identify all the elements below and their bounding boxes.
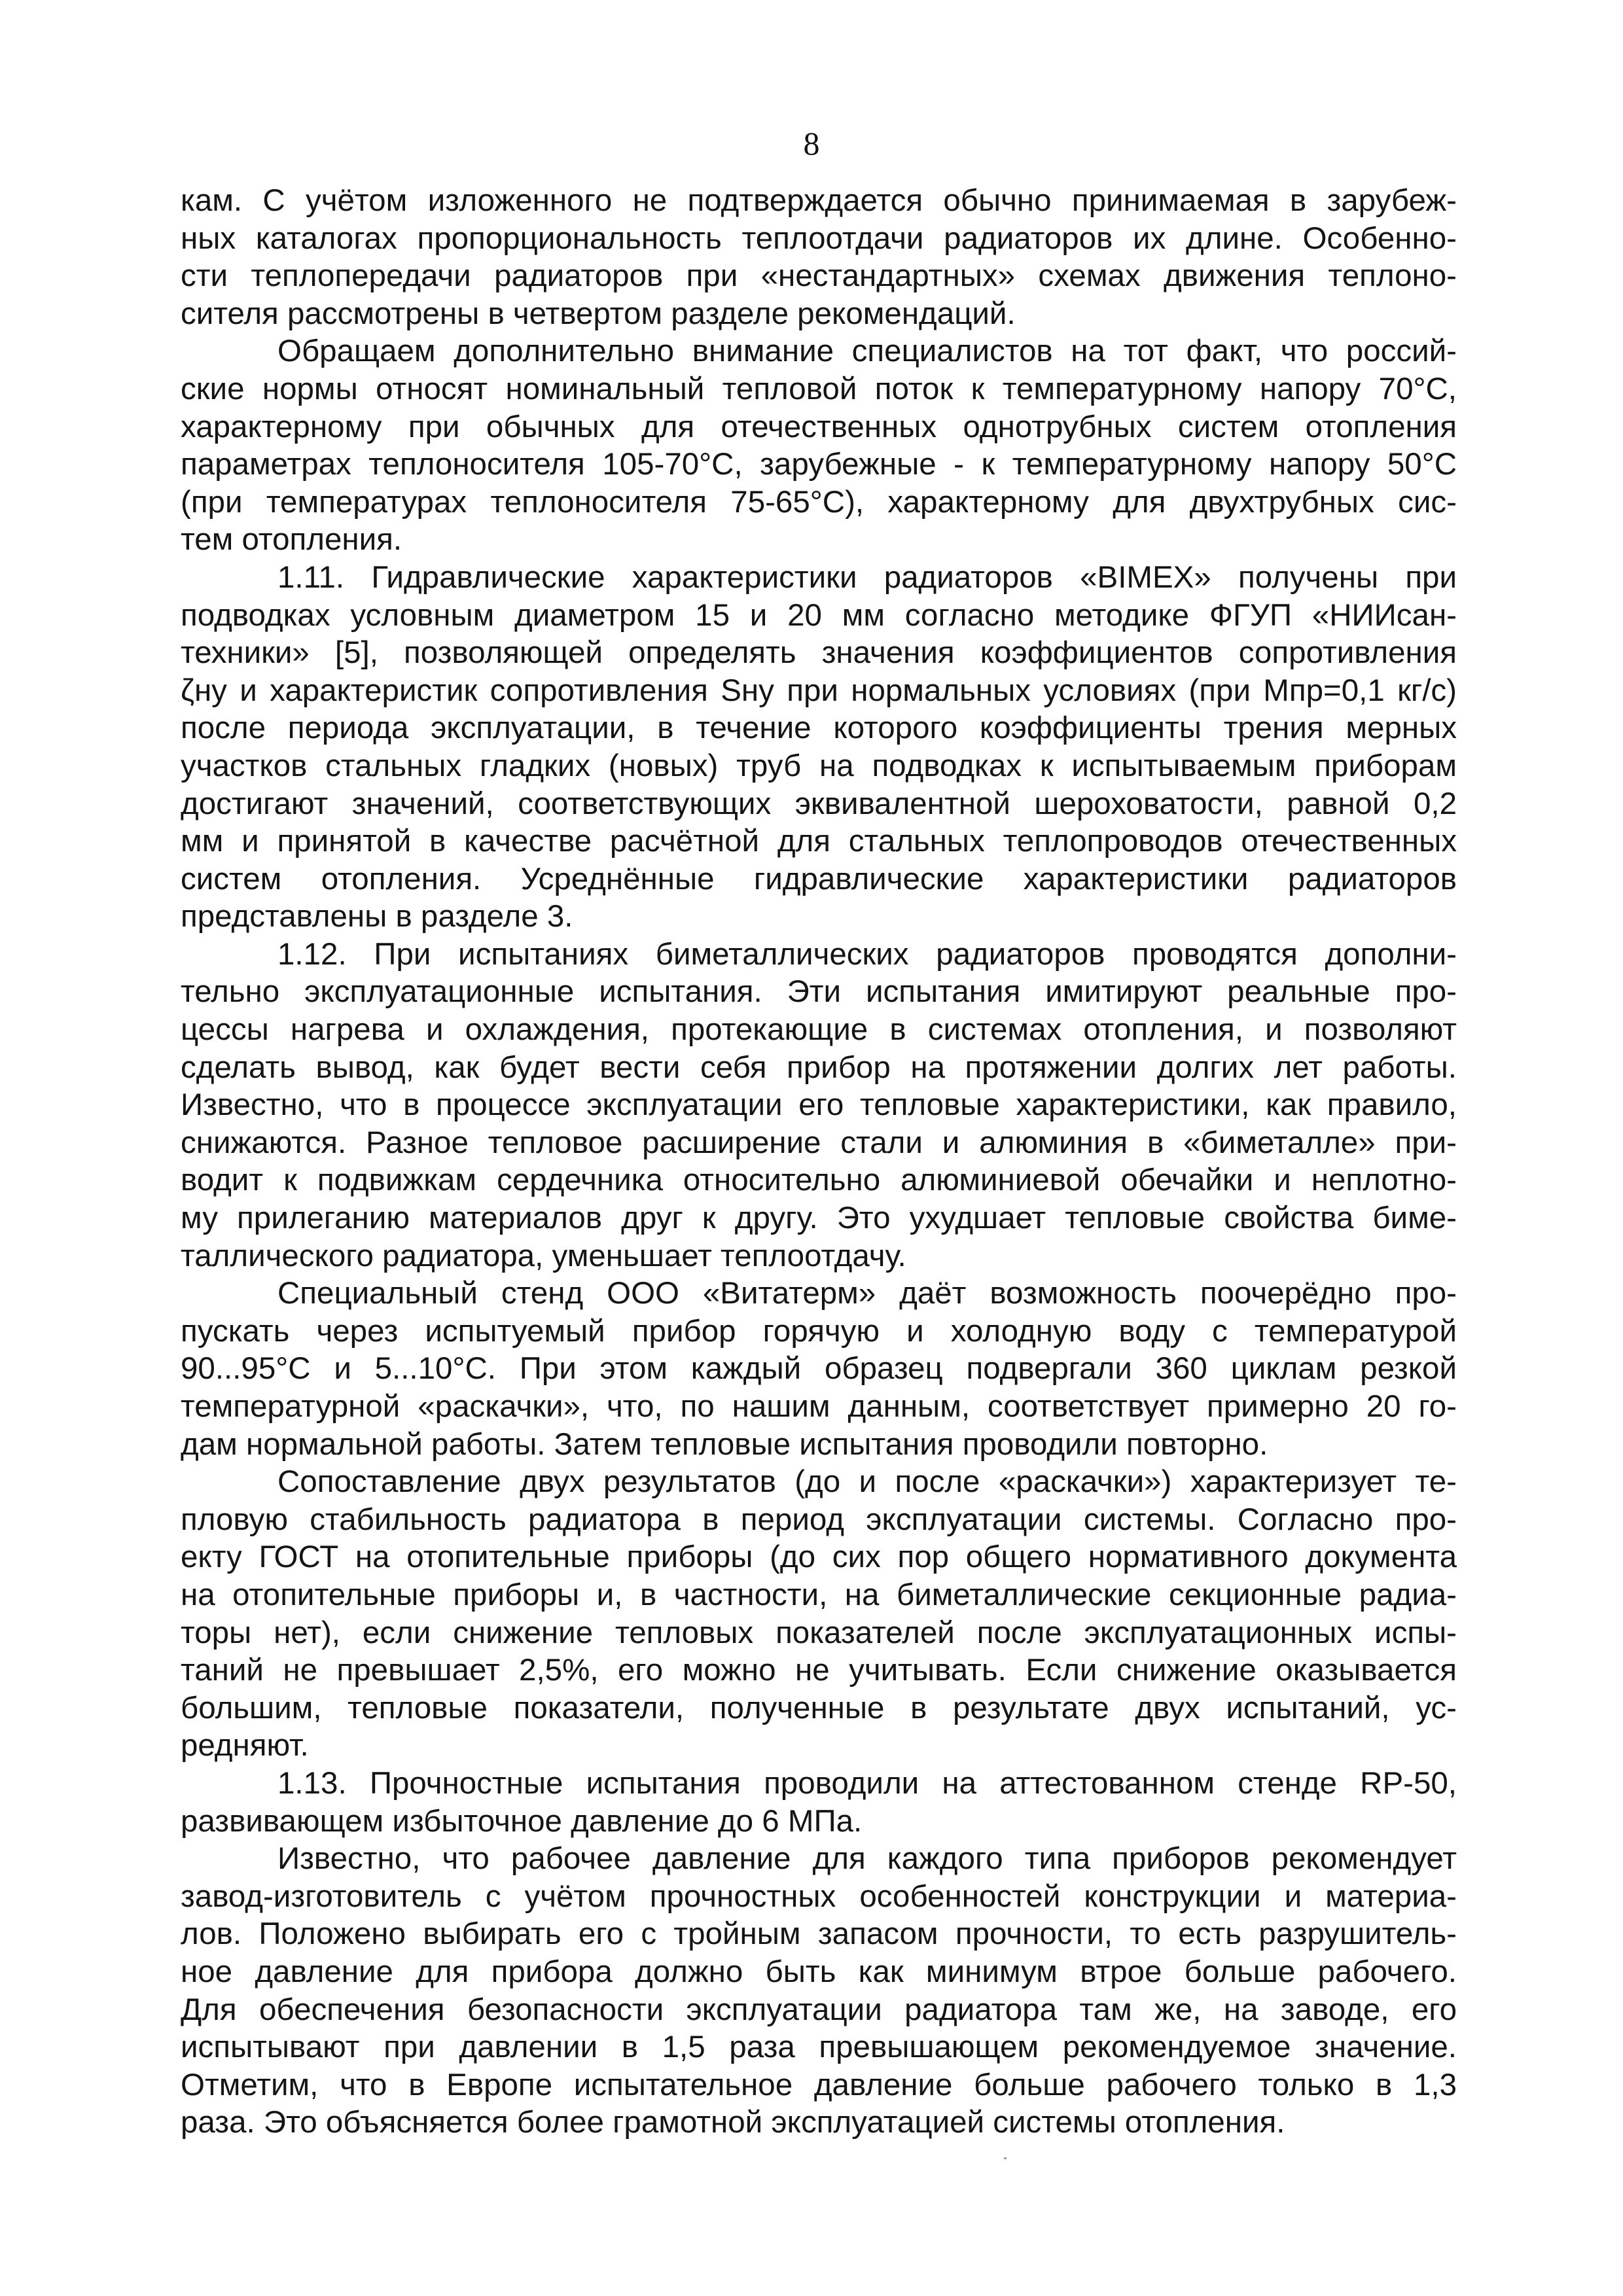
text-line: лов. Положено выбирать его с тройным запасом прочности, то есть разрушитель- [181,1916,1457,1952]
text-line: 1.12. При испытаниях биметаллических радиаторов проводятся дополни- [277,936,1457,972]
paragraph [181,1765,1457,1840]
text-line: развивающем избыточное давление до 6 МПа. [181,1803,863,1839]
text-line: екту ГОСТ на отопительные приборы (до сих пор общего нормативного документа [181,1540,1457,1575]
text-line: ное давление для прибора должно быть как минимум втрое больше рабочего. [181,1954,1457,1989]
text-line: техники» [5], позволяющей определять значения коэффициентов сопротивления [181,635,1457,671]
text-line: ных каталогах пропорциональность теплоотдачи радиаторов их длине. Особенно- [181,221,1457,256]
text-line: (при температурах теплоносителя 75-65°С), характерному для двухтрубных сис- [181,484,1457,520]
paragraph [181,559,1457,936]
text-line: сти теплопередачи радиаторов при «нестандартных» схемах движения теплоно- [181,258,1457,294]
text-line: му прилеганию материалов друг к другу. Это ухудшает тепловые свойства биме- [181,1201,1457,1236]
text-line: дам нормальной работы. Затем тепловые испытания проводили повторно. [181,1426,1268,1462]
text-line: пускать через испытуемый прибор горячую и холодную воду с температурой [181,1313,1457,1349]
paragraph [181,1840,1457,2142]
text-line: снижаются. Разное тепловое расширение стали и алюминия в «биметалле» при- [181,1125,1457,1160]
text-line: 1.11. Гидравлические характеристики радиаторов «BIMEX» получены при [277,559,1457,595]
text-line: раза. Это объясняется более грамотной эксплуатацией системы отопления. [181,2105,1285,2140]
scan-speck [1004,2157,1007,2159]
text-line: Отметим, что в Европе испытательное давление больше рабочего только в 1,3 [181,2067,1457,2102]
paragraph [181,936,1457,1275]
text-line: тельно эксплуатационные испытания. Эти испытания имитируют реальные про- [181,974,1457,1010]
page-number: 8 [803,125,820,162]
text-line: систем отопления. Усреднённые гидравлические характеристики радиаторов [181,861,1457,896]
paragraph [181,1463,1457,1765]
paragraph [181,1275,1457,1463]
text-line: 1.13. Прочностные испытания проводили на аттестованном стенде RP-50, [277,1765,1457,1801]
text-line: торы нет), если снижение тепловых показателей после эксплуатационных испы- [181,1615,1457,1650]
text-line: ζну и характеристик сопротивления Sну при нормальных условиях (при Мпр=0,1 кг/с) [181,673,1457,708]
text-line: большим, тепловые показатели, полученные в результате двух испытаний, ус- [181,1690,1457,1725]
text-line: мм и принятой в качестве расчётной для стальных теплопроводов отечественных [181,824,1457,859]
text-line: после периода эксплуатации, в течение которого коэффициенты трения мерных [181,711,1457,746]
text-line: 90...95°С и 5...10°С. При этом каждый образец подвергали 360 циклам резкой [181,1351,1457,1386]
text-line: кам. С учётом изложенного не подтверждается обычно принимаемая в зарубеж- [181,183,1457,218]
paragraph [181,182,1457,332]
text-line: участков стальных гладких (новых) труб на подводках к испытываемым приборам [181,748,1457,783]
text-line: Сопоставление двух результатов (до и после «раскачки») характеризует те- [277,1464,1457,1500]
text-line: пловую стабильность радиатора в период эксплуатации системы. Согласно про- [181,1502,1457,1537]
text-line: Известно, что рабочее давление для каждого типа приборов рекомендует [277,1841,1457,1877]
text-line: тем отопления. [181,522,402,557]
text-line: на отопительные приборы и, в частности, на биметаллические секционные радиа- [181,1577,1457,1612]
paragraph [181,332,1457,559]
text-line: характерному при обычных для отечественных однотрубных систем отопления [181,409,1457,444]
text-line: Специальный стенд ООО «Витатерм» даёт возможность поочерёдно про- [277,1276,1457,1311]
text-line: параметрах теплоносителя 105-70°С, зарубежные - к температурному напору 50°С [181,447,1457,482]
text-line: подводках условным диаметром 15 и 20 мм согласно методике ФГУП «НИИсан- [181,597,1457,633]
text-line: Известно, что в процессе эксплуатации его тепловые характеристики, как правило, [181,1087,1457,1123]
text-line: сителя рассмотрены в четвертом разделе рекомендаций. [181,296,1016,331]
text-line: таллического радиатора, уменьшает теплоотдачу. [181,1238,906,1273]
text-line: водит к подвижкам сердечника относительно алюминиевой обечайки и неплотно- [181,1163,1457,1198]
text-line: редняют. [181,1728,309,1763]
text-line: цессы нагрева и охлаждения, протекающие в системах отопления, и позволяют [181,1012,1457,1048]
text-line: представлены в разделе 3. [181,899,573,934]
text-line: сделать вывод, как будет вести себя прибор на протяжении долгих лет работы. [181,1050,1457,1085]
text-line: завод-изготовитель с учётом прочностных особенностей конструкции и материа- [181,1879,1457,1914]
text-line: Обращаем дополнительно внимание специалистов на тот факт, что россий- [277,334,1457,369]
text-line: ские нормы относят номинальный тепловой поток к температурному напору 70°С, [181,371,1457,406]
text-line: испытывают при давлении в 1,5 раза превышающем рекомендуемое значение. [181,2030,1457,2065]
text-line: достигают значений, соответствующих эквивалентной шероховатости, равной 0,2 [181,786,1457,821]
body-text [181,182,1457,2142]
text-line: Для обеспечения безопасности эксплуатации радиатора там же, на заводе, его [181,1992,1457,2027]
text-line: температурной «раскачки», что, по нашим данным, соответствует примерно 20 го- [181,1389,1457,1424]
text-line: таний не превышает 2,5%, его можно не учитывать. Если снижение оказывается [181,1653,1457,1688]
